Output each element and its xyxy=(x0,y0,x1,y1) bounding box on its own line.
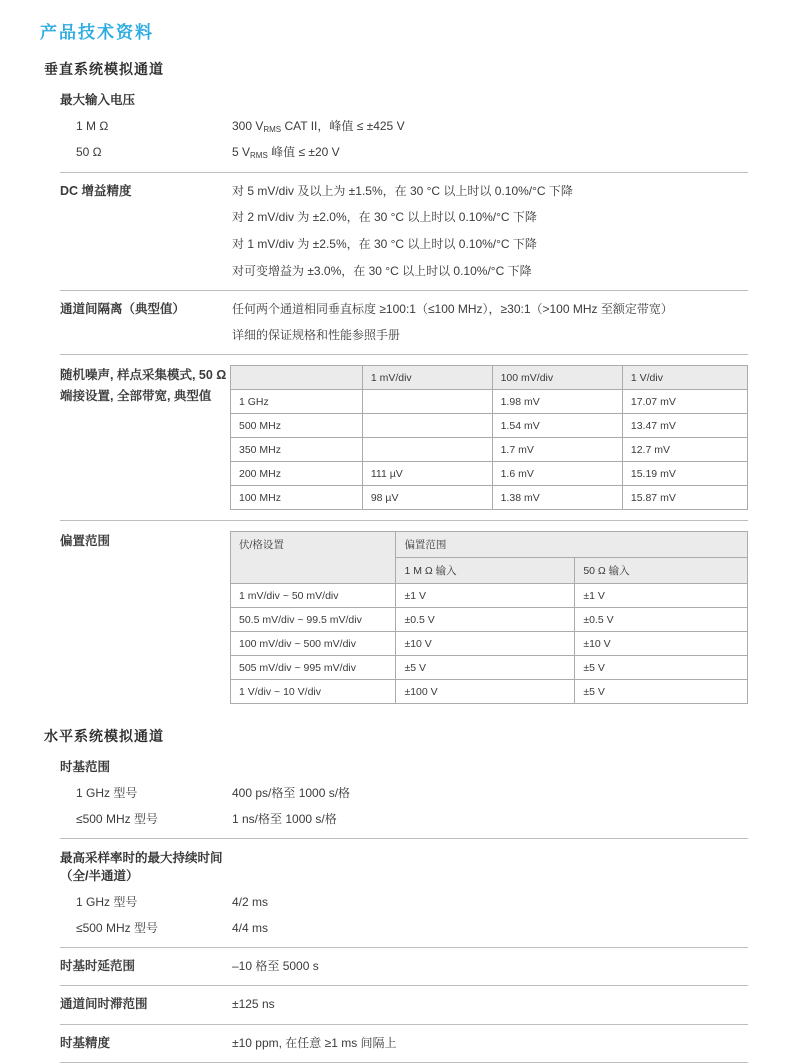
spec-value: –10 格至 5000 s xyxy=(232,958,319,973)
spec-name: ≤500 MHz 型号 xyxy=(76,921,158,936)
spec-row-timebase-500mhz xyxy=(60,811,748,828)
offset-cell: ±5 V xyxy=(396,656,575,680)
offset-cell: ±1 V xyxy=(575,584,748,608)
noise-header-cell: 100 mV/div xyxy=(492,366,622,390)
offset-table-row xyxy=(231,584,748,608)
timebase-delay-label: 时基时延范围 xyxy=(60,958,136,973)
isolation-label: 通道间隔离（典型值） xyxy=(60,301,186,316)
timebase-accuracy-label: 时基精度 xyxy=(60,1035,111,1050)
max-duration-label-line1: 最高采样率时的最大持续时间 xyxy=(60,851,223,865)
noise-cell: 17.07 mV xyxy=(622,390,747,414)
noise-table-row xyxy=(231,486,748,510)
noise-spec-block xyxy=(60,365,748,510)
noise-cell: 15.87 mV xyxy=(622,486,747,510)
offset-table-header-row xyxy=(231,532,748,558)
rms-subscript: RMS xyxy=(250,151,268,161)
noise-cell: 1.7 mV xyxy=(492,438,622,462)
section-divider xyxy=(60,947,748,948)
offset-cell: 50.5 mV/div ~ 99.5 mV/div xyxy=(231,608,396,632)
offset-table xyxy=(230,531,748,704)
noise-label-line1: 随机噪声, 样点采集模式, 50 Ω xyxy=(60,368,227,383)
value-prefix: 5 V xyxy=(232,145,251,160)
section-heading-horizontal: 水平系统模拟通道 xyxy=(44,728,164,745)
isolation-values xyxy=(232,301,748,345)
noise-cell: 200 MHz xyxy=(231,462,363,486)
noise-label xyxy=(60,365,230,406)
noise-cell: 1.6 mV xyxy=(492,462,622,486)
section-divider xyxy=(60,290,748,291)
offset-cell: ±5 V xyxy=(575,680,748,704)
timebase-range-label: 时基范围 xyxy=(60,760,111,775)
offset-cell: 505 mV/div ~ 995 mV/div xyxy=(231,656,396,680)
spec-name: 50 Ω xyxy=(76,145,102,160)
offset-group-header-cell: 偏置范围 xyxy=(396,532,748,558)
section-divider xyxy=(60,985,748,986)
section-divider xyxy=(60,838,748,839)
offset-cell: ±10 V xyxy=(575,632,748,656)
spec-row-max-input-50ohm xyxy=(60,144,748,161)
noise-cell: 1.54 mV xyxy=(492,414,622,438)
spec-value: 4/2 ms xyxy=(232,895,269,910)
section-heading-vertical: 垂直系统模拟通道 xyxy=(44,61,164,77)
max-input-voltage-label: 最大输入电压 xyxy=(60,93,136,107)
spec-value xyxy=(232,144,748,161)
section-divider xyxy=(60,354,748,355)
spec-name: 1 GHz 型号 xyxy=(76,895,138,910)
noise-cell: 350 MHz xyxy=(231,438,363,462)
rms-subscript: RMS xyxy=(263,125,282,135)
spec-row-max-input-1mohm xyxy=(60,118,748,135)
dc-gain-values xyxy=(232,183,748,280)
deskew-range-label: 通道间时滞范围 xyxy=(60,997,148,1012)
spec-row-timebase-accuracy xyxy=(60,1035,748,1053)
noise-cell: 13.47 mV xyxy=(622,414,747,438)
noise-cell: 111 µV xyxy=(362,462,492,486)
isolation-line: 任何两个通道相同垂直标度 ≥100:1（≤100 MHz），≥30:1（>100 MHz 至额定带宽） xyxy=(232,301,673,316)
offset-subheader-cell: 50 Ω 输入 xyxy=(575,558,748,584)
noise-cell xyxy=(362,438,492,462)
spec-value: ±125 ns xyxy=(232,997,275,1012)
offset-cell: ±0.5 V xyxy=(396,608,575,632)
offset-table-row xyxy=(231,608,748,632)
noise-header-cell: 1 mV/div xyxy=(362,366,492,390)
dc-gain-label: DC 增益精度 xyxy=(60,183,132,198)
noise-cell: 98 µV xyxy=(362,486,492,510)
offset-cell: ±5 V xyxy=(575,656,748,680)
offset-cell: 1 V/div ~ 10 V/div xyxy=(231,680,396,704)
value-prefix: 300 V xyxy=(232,119,264,134)
offset-cell: ±100 V xyxy=(396,680,575,704)
section-divider xyxy=(60,172,748,173)
noise-table xyxy=(230,365,748,510)
max-duration-label xyxy=(60,849,748,885)
spec-name: ≤500 MHz 型号 xyxy=(76,812,158,827)
offset-header-cell: 伏/格设置 xyxy=(231,532,396,584)
noise-cell: 100 MHz xyxy=(231,486,363,510)
spec-value: 1 ns/格至 1000 s/格 xyxy=(232,812,337,827)
offset-cell: 100 mV/div ~ 500 mV/div xyxy=(231,632,396,656)
spec-row-deskew-range xyxy=(60,996,748,1014)
noise-table-header-row xyxy=(231,366,748,390)
offset-cell: ±10 V xyxy=(396,632,575,656)
noise-cell: 12.7 mV xyxy=(622,438,747,462)
offset-cell: ±1 V xyxy=(396,584,575,608)
spec-name: 1 GHz 型号 xyxy=(76,786,138,801)
noise-table-row xyxy=(231,438,748,462)
noise-header-cell: 1 V/div xyxy=(622,366,747,390)
offset-cell: 1 mV/div ~ 50 mV/div xyxy=(231,584,396,608)
spec-value xyxy=(232,118,748,135)
spec-row-dc-gain xyxy=(60,183,748,280)
spec-row-duration-500mhz xyxy=(60,920,748,937)
section-divider xyxy=(60,520,748,521)
noise-cell xyxy=(362,414,492,438)
noise-cell: 1 GHz xyxy=(231,390,363,414)
noise-cell: 15.19 mV xyxy=(622,462,747,486)
offset-spec-block xyxy=(60,531,748,704)
noise-table-row xyxy=(231,390,748,414)
offset-table-row xyxy=(231,656,748,680)
spec-value: ±10 ppm, 在任意 ≥1 ms 间隔上 xyxy=(232,1035,397,1050)
isolation-line: 详细的保证规格和性能参照手册 xyxy=(232,328,401,343)
spec-row-timebase-delay xyxy=(60,958,748,976)
spec-value: 4/4 ms xyxy=(232,921,269,936)
noise-cell: 1.38 mV xyxy=(492,486,622,510)
offset-table-row xyxy=(231,680,748,704)
spec-row-timebase-1ghz xyxy=(60,785,748,802)
offset-subheader-cell: 1 M Ω 输入 xyxy=(396,558,575,584)
offset-cell: ±0.5 V xyxy=(575,608,748,632)
value-suffix: 峰值 ≤ ±20 V xyxy=(267,145,340,160)
spec-name: 1 M Ω xyxy=(76,119,109,134)
section-divider xyxy=(60,1024,748,1025)
noise-header-cell xyxy=(231,366,363,390)
noise-table-row xyxy=(231,462,748,486)
dc-gain-line: 对 5 mV/div 及以上为 ±1.5%，在 30 °C 以上时以 0.10%/°C 下降 xyxy=(232,183,573,198)
noise-label-line2: 端接设置, 全部带宽, 典型值 xyxy=(60,388,212,403)
offset-table-row xyxy=(231,632,748,656)
page-title: 产品技术资料 xyxy=(40,23,154,42)
noise-cell xyxy=(362,390,492,414)
spec-value: 400 ps/格至 1000 s/格 xyxy=(232,786,351,801)
spec-row-duration-1ghz xyxy=(60,894,748,911)
dc-gain-line: 对可变增益为 ±3.0%，在 30 °C 以上时以 0.10%/°C 下降 xyxy=(232,263,532,278)
max-duration-label-line2: （全/半通道） xyxy=(60,869,139,884)
spec-row-isolation xyxy=(60,301,748,345)
offset-label: 偏置范围 xyxy=(60,534,111,549)
value-suffix: CAT II，峰值 ≤ ±425 V xyxy=(281,119,405,134)
noise-table-row xyxy=(231,414,748,438)
dc-gain-line: 对 2 mV/div 为 ±2.0%，在 30 °C 以上时以 0.10%/°C 下降 xyxy=(232,210,537,225)
dc-gain-line: 对 1 mV/div 为 ±2.5%，在 30 °C 以上时以 0.10%/°C 下降 xyxy=(232,237,537,252)
noise-cell: 500 MHz xyxy=(231,414,363,438)
noise-cell: 1.98 mV xyxy=(492,390,622,414)
